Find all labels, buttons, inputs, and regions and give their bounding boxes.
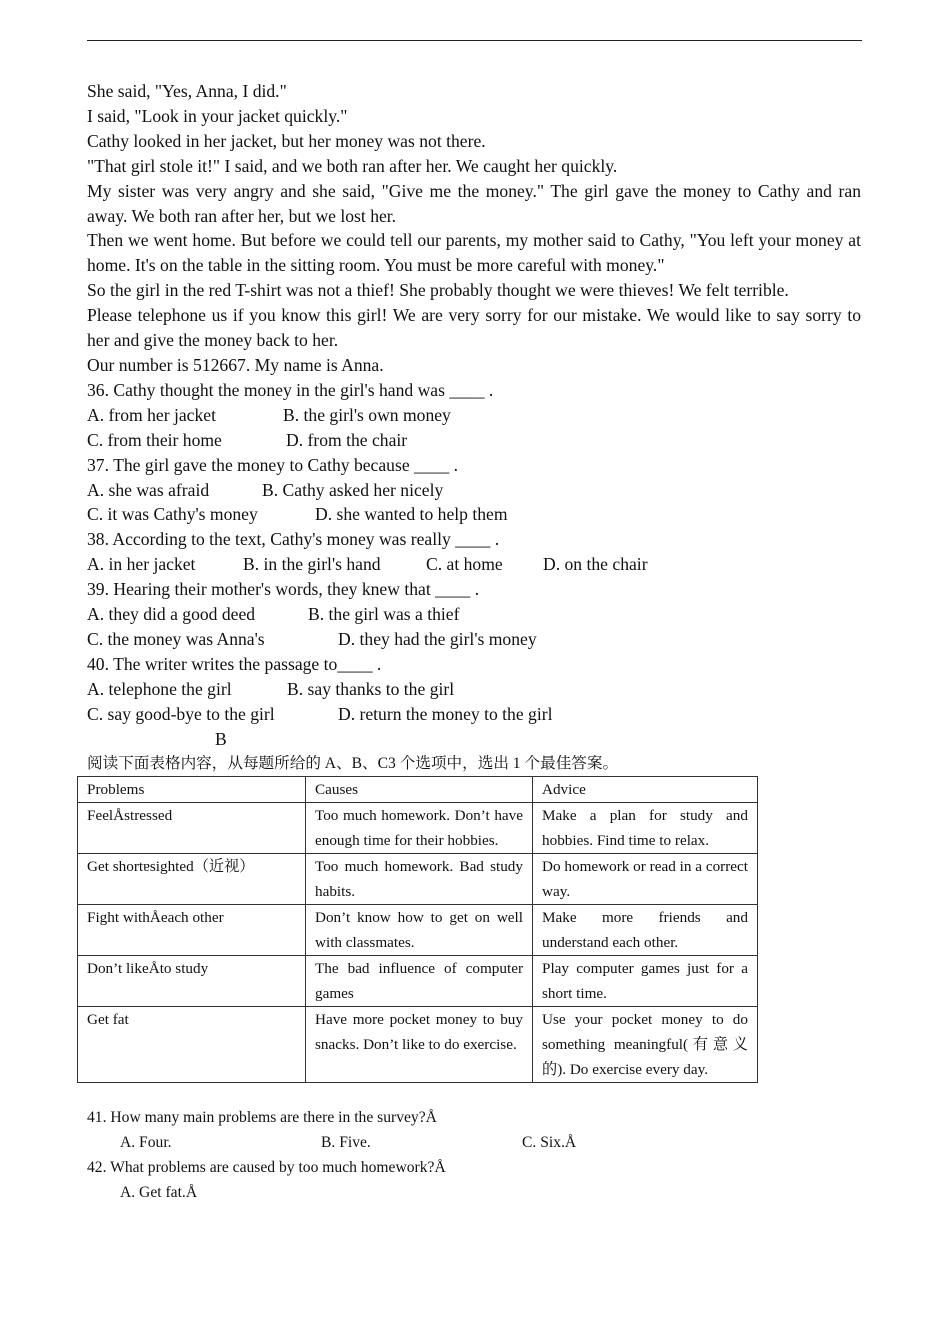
table-cell: Make more friends and understand each other. — [533, 905, 758, 956]
question-40-options-row — [87, 677, 861, 702]
question-37-options-row — [87, 502, 861, 527]
option-c[interactable]: C. say good-bye to the girl — [87, 703, 275, 724]
option-d[interactable]: D. from the chair — [286, 429, 408, 450]
option-b[interactable]: B. say thanks to the girl — [287, 678, 455, 699]
passage-paragraph: She said, "Yes, Anna, I did." — [87, 81, 287, 101]
passage-paragraph: So the girl in the red T-shirt was not a thief! She probably thought we were thieves! We felt terrible. — [87, 280, 789, 301]
reading-passage — [87, 79, 861, 776]
table-cell: Have more pocket money to buy snacks. Don’t like to do exercise. — [306, 1007, 533, 1083]
option-a[interactable]: A. telephone the girl — [87, 678, 232, 699]
option-c[interactable]: C. it was Cathy's money — [87, 504, 258, 525]
table-header-cell: Causes — [306, 777, 533, 803]
option-c[interactable]: C. at home — [426, 554, 503, 575]
question-41-option-a[interactable]: A. Four. — [120, 1134, 172, 1151]
question-42-stem: 42. What problems are caused by too much homework?Å — [87, 1159, 446, 1176]
question-41-option-c[interactable]: C. Six.Å — [522, 1134, 577, 1151]
table-cell: Get fat — [78, 1007, 306, 1083]
option-c[interactable]: C. the money was Anna's — [87, 628, 265, 649]
table-cell: Use your pocket money to do something meaningful(有意义的). Do exercise every day. — [533, 1007, 758, 1083]
question-42-option-a[interactable]: A. Get fat.Å — [120, 1184, 198, 1201]
header-rule — [87, 40, 862, 41]
table-row — [78, 905, 758, 956]
question-40-options-row — [87, 702, 861, 727]
question-37-options-row — [87, 478, 861, 503]
table-row — [78, 956, 758, 1007]
question-38-options-row — [87, 552, 861, 577]
passage-paragraph: Please telephone us if you know this girl! We are very sorry for our mistake. We would like to say sorry to her and give the money back to her. — [87, 305, 861, 351]
table-cell: Make a plan for study and hobbies. Find time to relax. — [533, 803, 758, 854]
table-cell: Too much homework. Don’t have enough time for their hobbies. — [306, 803, 533, 854]
table-cell: FeelÅstressed — [78, 803, 306, 854]
option-d[interactable]: D. she wanted to help them — [315, 504, 508, 525]
table-header-cell: Problems — [78, 777, 306, 803]
passage-paragraph: Then we went home. But before we could tell our parents, my mother said to Cathy, "You left your money at home. It's on the table in the sitting room. You must be more careful with money." — [87, 230, 861, 276]
question-36-stem: 36. Cathy thought the money in the girl's hand was ____ . — [87, 379, 494, 400]
question-38-stem: 38. According to the text, Cathy's money was really ____ . — [87, 529, 500, 550]
question-39-stem: 39. Hearing their mother's words, they knew that ____ . — [87, 579, 480, 600]
table-header-cell: Advice — [533, 777, 758, 803]
question-36-options-row — [87, 428, 861, 453]
section-b-instruction: 阅读下面表格内容，从每题所给的 A、B、C3 个选项中，选出 1 个最佳答案。 — [87, 755, 619, 773]
question-41-stem: 41. How many main problems are there in the survey?Å — [87, 1109, 437, 1126]
option-a[interactable]: A. she was afraid — [87, 479, 210, 500]
table-row — [78, 854, 758, 905]
option-d[interactable]: D. they had the girl's money — [338, 628, 537, 649]
table-cell: Get shortɐsighted（近视） — [78, 854, 306, 905]
table-cell: Do homework or read in a correct way. — [533, 854, 758, 905]
passage-paragraph: Cathy looked in her jacket, but her money was not there. — [87, 130, 486, 151]
question-41-option-b[interactable]: B. Five. — [321, 1134, 371, 1151]
option-a[interactable]: A. they did a good deed — [87, 604, 256, 625]
table-cell: Don’t likeÅto study — [78, 956, 306, 1007]
table-cell: The bad influence of computer games — [306, 956, 533, 1007]
passage-paragraph: "That girl stole it!" I said, and we both ran after her. We caught her quickly. — [87, 155, 618, 176]
question-37-stem: 37. The girl gave the money to Cathy because ____ . — [87, 454, 459, 475]
question-40-stem: 40. The writer writes the passage to____ . — [87, 653, 382, 674]
table-cell: Fight withÅeach other — [78, 905, 306, 956]
option-b[interactable]: B. the girl was a thief — [308, 604, 460, 625]
question-39-options-row — [87, 627, 861, 652]
option-d[interactable]: D. on the chair — [543, 554, 648, 575]
option-b[interactable]: B. the girl's own money — [283, 404, 451, 425]
option-c[interactable]: C. from their home — [87, 429, 222, 450]
option-d[interactable]: D. return the money to the girl — [338, 703, 553, 724]
passage-paragraph: I said, "Look in your jacket quickly." — [87, 105, 348, 126]
table-row — [78, 803, 758, 854]
question-39-options-row — [87, 602, 861, 627]
table-cell: Don’t know how to get on well with classmates. — [306, 905, 533, 956]
table-cell: Too much homework. Bad study habits. — [306, 854, 533, 905]
table-cell: Play computer games just for a short time. — [533, 956, 758, 1007]
passage-paragraph: My sister was very angry and she said, "Give me the money." The girl gave the money to Cathy and ran away. We both ran after her, but we lost her. — [87, 180, 861, 226]
table-row — [78, 1007, 758, 1083]
survey-table — [77, 776, 758, 1083]
question-36-options-row — [87, 403, 861, 428]
option-b[interactable]: B. in the girl's hand — [243, 554, 381, 575]
option-a[interactable]: A. in her jacket — [87, 554, 196, 575]
section-b-label: B — [215, 728, 227, 749]
passage-paragraph: Our number is 512667. My name is Anna. — [87, 354, 384, 375]
table-header-row — [78, 777, 758, 803]
option-a[interactable]: A. from her jacket — [87, 404, 216, 425]
option-b[interactable]: B. Cathy asked her nicely — [262, 479, 444, 500]
